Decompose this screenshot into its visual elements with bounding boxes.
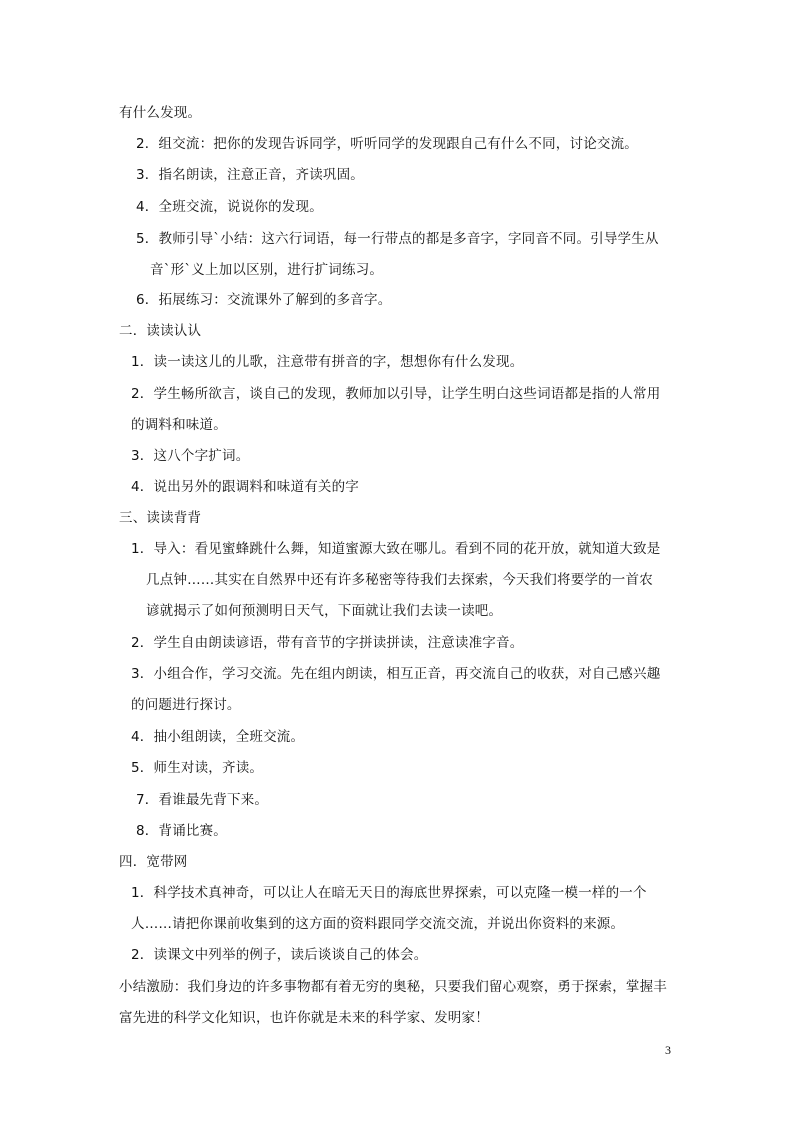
text-line: 5．教师引导`小结：这六行词语，每一行带点的都是多音字，字同音不同。引导学生从 <box>136 231 659 247</box>
text-line: 的调料和味道。 <box>131 417 227 433</box>
text-line: 8．背诵比赛。 <box>136 823 227 839</box>
summary-line: 小结激励：我们身边的许多事物都有着无穷的奥秘，只要我们留心观察，勇于探索，掌握丰 <box>119 979 667 995</box>
text-line: 有什么发现。 <box>119 105 202 121</box>
text-line: 1．科学技术真神奇，可以让人在暗无天日的海底世界探索，可以克隆一模一样的一个 <box>131 885 647 901</box>
text-line: 3．小组合作，学习交流。先在组内朗读，相互正音，再交流自己的收获，对自己感兴趣 <box>131 666 661 682</box>
text-line: 5．师生对读，齐读。 <box>131 760 264 776</box>
text-line: 几点钟……其实在自然界中还有许多秘密等待我们去探索，今天我们将要学的一首农 <box>146 572 653 588</box>
text-line: 1．读一读这儿的儿歌，注意带有拼音的字，想想你有什么发现。 <box>131 354 524 370</box>
text-line: 2．学生畅所欲言，谈自己的发现，教师加以引导，让学生明白这些词语都是指的人常用 <box>131 386 661 402</box>
text-line: 3．指名朗读，注意正音，齐读巩固。 <box>136 167 364 183</box>
text-line: 2．读课文中列举的例子，读后谈谈自己的体会。 <box>131 947 428 963</box>
text-line: 7．看谁最先背下来。 <box>136 792 269 808</box>
text-line: 的问题进行探讨。 <box>131 697 241 713</box>
text-line: 1．导入：看见蜜蜂跳什么舞，知道蜜源大致在哪儿。看到不同的花开放，就知道大致是 <box>131 541 661 557</box>
text-line: 6．拓展练习：交流课外了解到的多音字。 <box>136 292 392 308</box>
text-line: 3．这八个字扩词。 <box>131 448 250 464</box>
section-heading: 三、读读背背 <box>119 510 202 526</box>
section-heading: 二．读读认认 <box>119 323 202 339</box>
text-line: 人……请把你课前收集到的这方面的资料跟同学交流交流，并说出你资料的来源。 <box>131 916 625 932</box>
text-line: 2．学生自由朗读谚语，带有音节的字拼读拼读，注意读准字音。 <box>131 635 524 651</box>
summary-line: 富先进的科学文化知识，也许你就是未来的科学家、发明家！ <box>119 1010 489 1026</box>
text-line: 2．组交流：把你的发现告诉同学，听听同学的发现跟自己有什么不同，讨论交流。 <box>136 136 638 152</box>
text-line: 4．抽小组朗读，全班交流。 <box>131 729 305 745</box>
text-line: 音`形`义上加以区别，进行扩词练习。 <box>150 262 384 278</box>
text-line: 4．说出另外的跟调料和味道有关的字 <box>131 479 359 495</box>
section-heading: 四．宽带网 <box>119 854 188 870</box>
text-line: 4．全班交流，说说你的发现。 <box>136 199 323 215</box>
text-line: 谚就揭示了如何预测明日天气，下面就让我们去读一读吧。 <box>146 603 503 619</box>
page-number: 3 <box>665 1043 671 1057</box>
